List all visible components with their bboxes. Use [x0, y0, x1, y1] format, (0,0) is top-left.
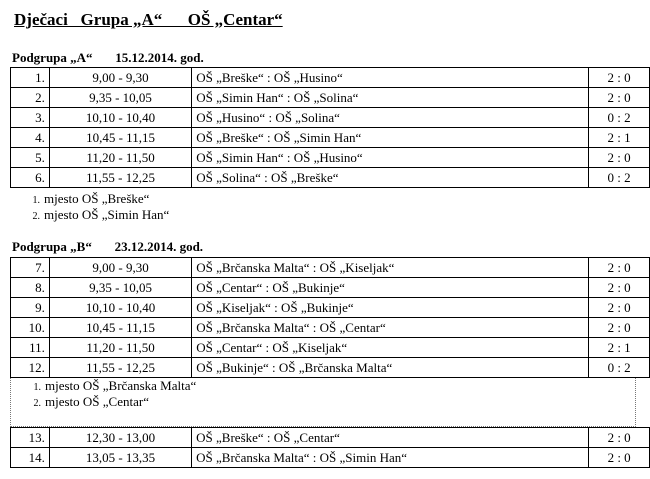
match-number: 3.: [11, 108, 50, 128]
group-b-rows: [11, 258, 650, 378]
match-time: 9,00 - 9,30: [49, 258, 191, 278]
group-a-table: [10, 67, 650, 188]
match-pairing: OŠ „Husino“ : OŠ „Solina“: [192, 108, 589, 128]
match-score: 2 : 0: [589, 318, 650, 338]
match-score: 2 : 0: [589, 278, 650, 298]
placement-rank: 2.: [33, 398, 41, 409]
match-time: 11,55 - 12,25: [49, 168, 191, 188]
match-pairing: OŠ „Breške“ : OŠ „Husino“: [192, 68, 589, 88]
match-score: 0 : 2: [589, 108, 650, 128]
match-pairing: OŠ „Brčanska Malta“ : OŠ „Simin Han“: [192, 448, 589, 468]
match-pairing: OŠ „Solina“ : OŠ „Breške“: [192, 168, 589, 188]
match-score: 2 : 0: [589, 428, 650, 448]
placement-text: mjesto OŠ „Simin Han“: [44, 207, 170, 222]
table-row: [11, 298, 650, 318]
document-title: Dječaci Grupa „A“ OŠ „Centar“: [14, 10, 283, 29]
match-number: 14.: [11, 448, 50, 468]
finals-rows: [11, 428, 650, 468]
placement-text: mjesto OŠ „Centar“: [45, 394, 149, 409]
match-pairing: OŠ „Simin Han“ : OŠ „Husino“: [192, 148, 589, 168]
table-row: [11, 448, 650, 468]
placement-text: mjesto OŠ „Brčanska Malta“: [45, 378, 197, 393]
match-time: 10,45 - 11,15: [49, 318, 191, 338]
match-time: 9,35 - 10,05: [49, 278, 191, 298]
match-score: 2 : 1: [589, 338, 650, 358]
match-pairing: OŠ „Centar“ : OŠ „Bukinje“: [192, 278, 589, 298]
group-b-heading: Podgrupa „B“ 23.12.2014. god.: [12, 239, 204, 254]
placement-item: [10, 207, 169, 223]
match-pairing: OŠ „Kiseljak“ : OŠ „Bukinje“: [192, 298, 589, 318]
table-row: [11, 358, 650, 378]
match-number: 6.: [11, 168, 50, 188]
table-row: [11, 88, 650, 108]
match-number: 11.: [11, 338, 50, 358]
table-row: [11, 108, 650, 128]
match-number: 12.: [11, 358, 50, 378]
match-time: 11,20 - 11,50: [49, 148, 191, 168]
match-time: 11,55 - 12,25: [49, 358, 191, 378]
match-time: 12,30 - 13,00: [49, 428, 191, 448]
table-row: [11, 148, 650, 168]
match-time: 11,20 - 11,50: [49, 338, 191, 358]
table-row: [11, 428, 650, 448]
placement-rank: 2.: [32, 211, 40, 222]
match-score: 2 : 0: [589, 448, 650, 468]
table-row: [11, 338, 650, 358]
match-number: 1.: [11, 68, 50, 88]
match-score: 2 : 0: [589, 298, 650, 318]
match-number: 7.: [11, 258, 50, 278]
match-pairing: OŠ „Breške“ : OŠ „Simin Han“: [192, 128, 589, 148]
match-pairing: OŠ „Brčanska Malta“ : OŠ „Centar“: [192, 318, 589, 338]
group-a-placements: [10, 191, 169, 223]
match-score: 2 : 1: [589, 128, 650, 148]
placement-item: [11, 394, 635, 410]
match-score: 2 : 0: [589, 68, 650, 88]
match-number: 10.: [11, 318, 50, 338]
match-number: 13.: [11, 428, 50, 448]
match-number: 2.: [11, 88, 50, 108]
match-pairing: OŠ „Breške“ : OŠ „Centar“: [192, 428, 589, 448]
placement-item: [10, 191, 169, 207]
placement-item: [11, 378, 635, 394]
match-score: 0 : 2: [589, 358, 650, 378]
match-pairing: OŠ „Bukinje“ : OŠ „Brčanska Malta“: [192, 358, 589, 378]
group-a-heading: Podgrupa „A“ 15.12.2014. god.: [12, 50, 204, 65]
finals-table: [10, 427, 650, 468]
table-row: [11, 128, 650, 148]
match-score: 2 : 0: [589, 88, 650, 108]
match-pairing: OŠ „Centar“ : OŠ „Kiseljak“: [192, 338, 589, 358]
match-number: 5.: [11, 148, 50, 168]
match-score: 0 : 2: [589, 168, 650, 188]
group-b-placements: [10, 378, 636, 427]
match-number: 4.: [11, 128, 50, 148]
match-time: 10,10 - 10,40: [49, 108, 191, 128]
match-time: 9,00 - 9,30: [49, 68, 191, 88]
match-pairing: OŠ „Brčanska Malta“ : OŠ „Kiseljak“: [192, 258, 589, 278]
match-pairing: OŠ „Simin Han“ : OŠ „Solina“: [192, 88, 589, 108]
match-number: 8.: [11, 278, 50, 298]
table-row: [11, 278, 650, 298]
match-time: 13,05 - 13,35: [49, 448, 191, 468]
match-time: 10,10 - 10,40: [49, 298, 191, 318]
group-b-table: [10, 257, 650, 378]
placement-rank: 1.: [32, 195, 40, 206]
table-row: [11, 68, 650, 88]
placement-rank: 1.: [33, 382, 41, 393]
group-a-rows: [11, 68, 650, 188]
match-time: 10,45 - 11,15: [49, 128, 191, 148]
placement-text: mjesto OŠ „Breške“: [44, 191, 150, 206]
match-number: 9.: [11, 298, 50, 318]
match-score: 2 : 0: [589, 258, 650, 278]
table-row: [11, 318, 650, 338]
table-row: [11, 168, 650, 188]
table-row: [11, 258, 650, 278]
match-score: 2 : 0: [589, 148, 650, 168]
match-time: 9,35 - 10,05: [49, 88, 191, 108]
